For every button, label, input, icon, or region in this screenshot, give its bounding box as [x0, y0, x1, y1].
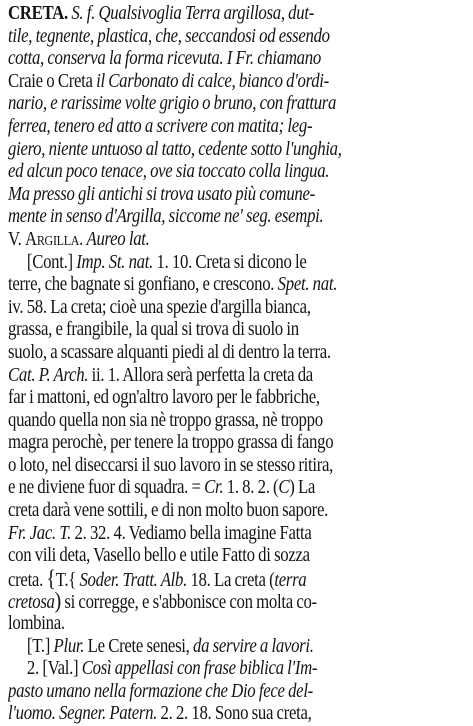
text-segment: ferrea, tenero ed atto a scrivere con matita; leg-	[8, 115, 313, 137]
text-segment: S. f. Qualsivoglia Terra argillosa, dut-	[71, 3, 314, 24]
text-segment: lombina.	[8, 613, 65, 635]
text-segment: .	[79, 228, 87, 250]
text-segment: 2. [Val.]	[26, 658, 82, 680]
text-segment: C	[278, 477, 290, 499]
text-segment: far i mattoni, ed ogn'altro lavoro per le fabbriche,	[8, 387, 320, 409]
text-segment: creta darà vene sottili, e di non molto buon sapore.	[8, 500, 328, 522]
text-line	[8, 681, 464, 704]
text-segment: Cat. P. Arch.	[8, 364, 89, 386]
text-segment: cretosa	[8, 592, 55, 614]
text-segment: terre, che bagnate si gonfiano, e crescono.	[8, 274, 278, 296]
text-line	[8, 387, 464, 410]
text-segment: magra perochè, per tenere la troppo grassa di fango	[8, 432, 334, 454]
text-segment: e ne diviene fuor di squadra. =	[8, 477, 205, 499]
text-segment: nario, e rarissime volte grigio o bruno, con frattura	[8, 93, 337, 115]
text-segment: 1. 10. Creta si dicono le	[153, 251, 307, 273]
dictionary-entry-creta	[8, 3, 465, 726]
text-segment: tile, tegnente, plastica, che, seccandosi od essendo	[8, 25, 330, 47]
text-line	[8, 206, 464, 229]
text-line	[8, 229, 464, 252]
text-segment: T.{	[55, 569, 80, 591]
text-line	[8, 545, 464, 568]
text-line	[8, 342, 464, 365]
text-line	[8, 48, 464, 71]
text-segment: Argilla	[25, 228, 80, 250]
text-line	[8, 410, 464, 433]
text-segment: da servire a lavori.	[193, 635, 314, 657]
text-segment: Le Crete senesi,	[84, 635, 194, 657]
text-segment: Plur.	[53, 635, 85, 657]
text-line	[8, 319, 464, 342]
text-line	[8, 116, 464, 139]
text-segment: ii. 1. Allora serà perfetta la creta da	[88, 364, 313, 386]
text-line	[8, 500, 464, 523]
text-segment: {	[46, 567, 56, 591]
text-line	[8, 523, 464, 546]
text-line	[8, 477, 464, 500]
text-segment: Così appellasi con frase biblica l'Im-	[81, 658, 318, 680]
text-segment: Aureo lat.	[86, 228, 150, 250]
text-line	[8, 703, 464, 726]
text-line	[8, 71, 464, 94]
text-segment: creta.	[8, 569, 47, 591]
text-line	[8, 613, 464, 636]
text-line	[8, 161, 464, 184]
text-segment: Soder. Tratt. Alb.	[79, 569, 188, 591]
text-segment: )	[54, 590, 61, 614]
text-segment: ed alcun poco tenace, ove sia toccato colla lingua.	[8, 161, 330, 183]
text-line	[8, 26, 464, 49]
headword: CRETA.	[8, 3, 68, 24]
text-segment: ) La	[289, 477, 316, 499]
text-segment: giero, niente untuoso al tatto, cedente sotto l'unghia,	[8, 138, 342, 160]
text-segment: si corregge, e s'abbonisce con molta co-	[60, 592, 317, 614]
text-segment: iv. 58. La creta; cioè una spezie d'argilla bianca,	[8, 296, 311, 318]
text-segment: 18. La creta (	[187, 569, 275, 591]
text-line	[8, 3, 464, 26]
text-segment: quando quella non sia nè troppo grassa, nè troppo	[8, 409, 323, 431]
text-segment: terra	[274, 569, 307, 591]
text-line	[8, 636, 473, 659]
text-segment: cotta, conserva la forma ricevuta. I Fr. chiamano	[8, 48, 321, 70]
text-segment: V.	[8, 228, 26, 250]
text-segment: Craie o Creta	[8, 70, 97, 92]
text-segment: 2. 2. 18. Sono sua creta,	[157, 703, 312, 725]
text-segment: Spet. nat.	[277, 274, 338, 296]
text-segment: Ma presso gli antichi si trova usato più comune-	[8, 183, 315, 205]
text-segment: Imp. St. nat.	[76, 251, 154, 273]
text-segment: grassa, e frangibile, la qual si trova di suolo in	[8, 319, 299, 341]
text-line	[8, 297, 464, 320]
text-line	[8, 365, 464, 388]
text-segment: Fr. Jac. T.	[8, 522, 72, 544]
text-segment: [T.]	[26, 635, 54, 657]
text-segment: il Carbonato di calce, bianco d'ordi-	[96, 70, 329, 92]
text-line	[8, 658, 473, 681]
text-segment: suolo, a scassare alquanti piedi al di dentro la terra.	[8, 341, 331, 363]
text-line	[8, 93, 464, 116]
text-segment: con vili deta, Vasello bello e utile Fatto di sozza	[8, 545, 310, 567]
text-line	[8, 432, 464, 455]
text-segment: Cr.	[204, 477, 224, 499]
text-line	[8, 590, 464, 613]
text-segment: mente in senso d'Argilla, siccome ne' seg. esempi.	[8, 206, 324, 228]
text-segment: l'uomo. Segner. Patern.	[8, 703, 158, 725]
text-segment: 2. 32. 4. Vediamo bella imagine Fatta	[71, 522, 312, 544]
text-segment: [Cont.]	[26, 251, 77, 273]
text-segment: 1. 8. 2. (	[223, 477, 279, 499]
text-line	[8, 252, 473, 275]
text-line	[8, 139, 464, 162]
text-segment: o loto, nel diseccarsi il suo lavoro in se stesso ritira,	[8, 454, 334, 476]
text-line	[8, 274, 464, 297]
text-line	[8, 184, 464, 207]
text-segment: pasto umano nella formazione che Dio fece del-	[8, 680, 313, 702]
text-line	[8, 455, 464, 478]
text-line	[8, 568, 464, 591]
